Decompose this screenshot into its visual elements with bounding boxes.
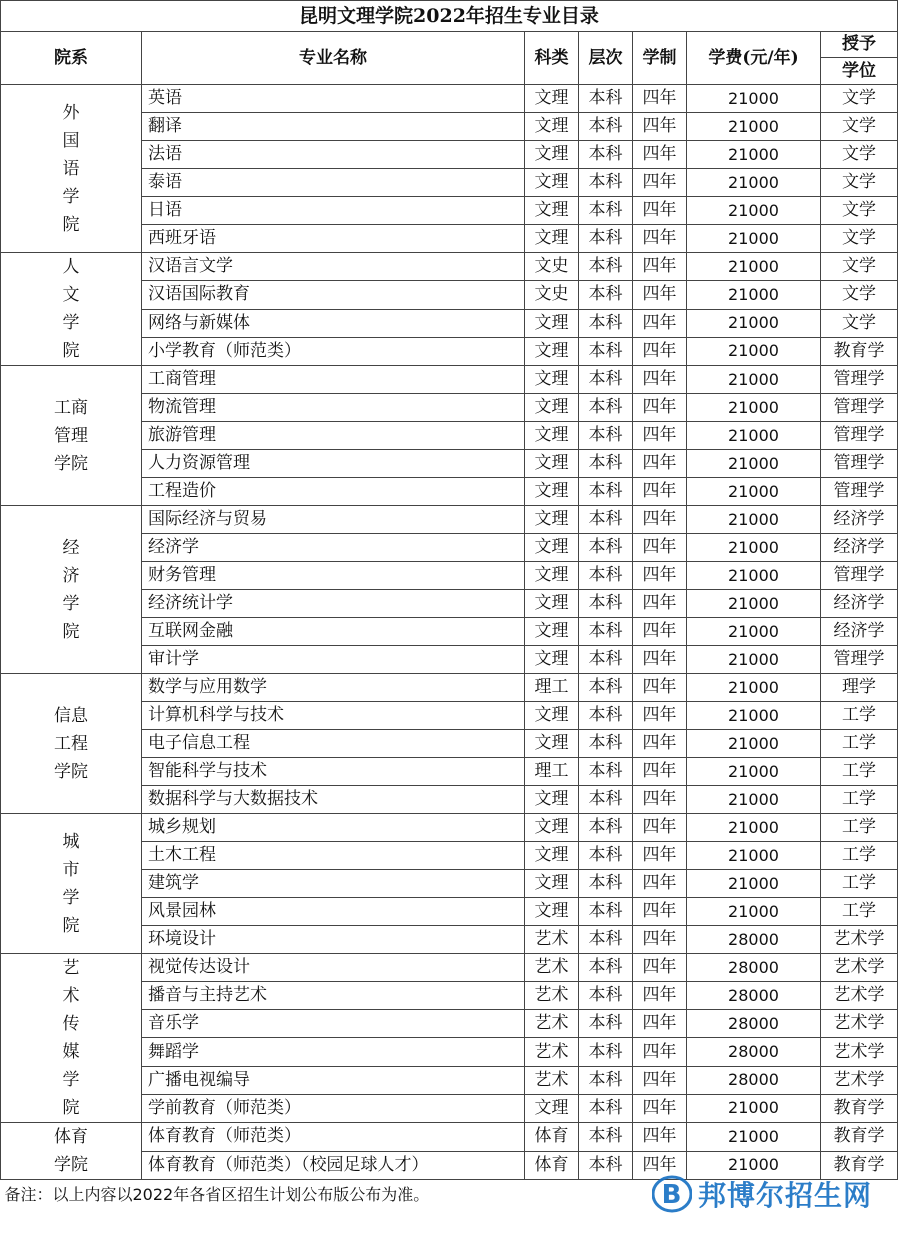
dept-name-line: 外: [62, 102, 80, 123]
major-cell: 体育教育（师范类）（校园足球人才）: [142, 1151, 525, 1180]
degree-cell: 文学: [821, 141, 898, 169]
fee-cell: 21000: [687, 870, 821, 898]
duration-cell: 四年: [633, 954, 687, 982]
category-cell: 文理: [525, 366, 579, 394]
fee-cell: 21000: [687, 814, 821, 842]
duration-cell: 四年: [633, 786, 687, 814]
major-cell: 工程造价: [142, 478, 525, 506]
fee-cell: 28000: [687, 982, 821, 1010]
header-duration: 学制: [633, 32, 687, 85]
level-cell: 本科: [579, 926, 633, 954]
category-cell: 文理: [525, 1094, 579, 1122]
major-cell: 风景园林: [142, 898, 525, 926]
major-cell: 智能科学与技术: [142, 758, 525, 786]
level-cell: 本科: [579, 702, 633, 730]
category-cell: 文理: [525, 562, 579, 590]
degree-cell: 工学: [821, 786, 898, 814]
degree-cell: 管理学: [821, 478, 898, 506]
degree-cell: 管理学: [821, 450, 898, 478]
degree-cell: 艺术学: [821, 926, 898, 954]
degree-cell: 经济学: [821, 590, 898, 618]
level-cell: 本科: [579, 590, 633, 618]
dept-name-line: 城: [62, 831, 80, 852]
category-cell: 文理: [525, 450, 579, 478]
svg-text:B: B: [661, 1180, 683, 1210]
duration-cell: 四年: [633, 814, 687, 842]
dept-name-line: 学: [62, 593, 80, 614]
dept-cell: [1, 366, 142, 506]
fee-cell: 28000: [687, 1066, 821, 1094]
category-cell: 体育: [525, 1151, 579, 1180]
degree-cell: 文学: [821, 85, 898, 113]
fee-cell: 21000: [687, 478, 821, 506]
category-cell: 文理: [525, 842, 579, 870]
duration-cell: 四年: [633, 646, 687, 674]
level-cell: 本科: [579, 1038, 633, 1066]
fee-cell: 21000: [687, 337, 821, 365]
category-cell: 理工: [525, 758, 579, 786]
level-cell: 本科: [579, 1151, 633, 1180]
dept-name-line: 院: [62, 621, 80, 642]
duration-cell: 四年: [633, 394, 687, 422]
fee-cell: 21000: [687, 702, 821, 730]
category-cell: 文理: [525, 225, 579, 253]
duration-cell: 四年: [633, 422, 687, 450]
category-cell: 文理: [525, 422, 579, 450]
category-cell: 艺术: [525, 1066, 579, 1094]
major-cell: 财务管理: [142, 562, 525, 590]
category-cell: 文理: [525, 85, 579, 113]
category-cell: 理工: [525, 674, 579, 702]
category-cell: 文理: [525, 506, 579, 534]
watermark-logo-icon: [652, 1174, 692, 1214]
major-cell: 汉语言文学: [142, 253, 525, 281]
fee-cell: 21000: [687, 113, 821, 141]
dept-name-line: 学: [62, 887, 80, 908]
major-cell: 日语: [142, 197, 525, 225]
category-cell: 文理: [525, 169, 579, 197]
major-cell: 舞蹈学: [142, 1038, 525, 1066]
duration-cell: 四年: [633, 113, 687, 141]
dept-name-line: 文: [62, 285, 80, 305]
dept-name-line: 学: [62, 313, 80, 333]
level-cell: 本科: [579, 337, 633, 365]
category-cell: 文理: [525, 870, 579, 898]
duration-cell: 四年: [633, 225, 687, 253]
level-cell: 本科: [579, 982, 633, 1010]
major-cell: 环境设计: [142, 926, 525, 954]
dept-cell: [1, 814, 142, 954]
fee-cell: 21000: [687, 898, 821, 926]
level-cell: 本科: [579, 253, 633, 281]
major-cell: 旅游管理: [142, 422, 525, 450]
degree-cell: 管理学: [821, 366, 898, 394]
degree-cell: 文学: [821, 281, 898, 309]
fee-cell: 21000: [687, 562, 821, 590]
degree-cell: 管理学: [821, 562, 898, 590]
major-cell: 汉语国际教育: [142, 281, 525, 309]
category-cell: 艺术: [525, 926, 579, 954]
dept-name-line: 学院: [54, 1155, 88, 1175]
degree-cell: 教育学: [821, 337, 898, 365]
duration-cell: 四年: [633, 702, 687, 730]
dept-name-line: 院: [62, 1098, 80, 1118]
dept-name-line: 术: [62, 986, 80, 1006]
dept-cell: [1, 253, 142, 366]
duration-cell: 四年: [633, 169, 687, 197]
degree-cell: 艺术学: [821, 1010, 898, 1038]
category-cell: 文理: [525, 702, 579, 730]
table-row: [1, 85, 898, 113]
fee-cell: 21000: [687, 225, 821, 253]
fee-cell: 21000: [687, 197, 821, 225]
major-cell: 英语: [142, 85, 525, 113]
category-cell: 文理: [525, 534, 579, 562]
category-cell: 文理: [525, 786, 579, 814]
degree-cell: 文学: [821, 253, 898, 281]
dept-name-line: 学院: [54, 453, 88, 474]
duration-cell: 四年: [633, 450, 687, 478]
major-cell: 城乡规划: [142, 814, 525, 842]
degree-cell: 经济学: [821, 506, 898, 534]
major-cell: 建筑学: [142, 870, 525, 898]
duration-cell: 四年: [633, 842, 687, 870]
watermark-text: 邦博尔招生网: [698, 1179, 873, 1212]
header-major: 专业名称: [142, 32, 525, 85]
fee-cell: 21000: [687, 618, 821, 646]
duration-cell: 四年: [633, 534, 687, 562]
fee-cell: 21000: [687, 394, 821, 422]
category-cell: 文理: [525, 898, 579, 926]
duration-cell: 四年: [633, 590, 687, 618]
dept-name-line: 工商: [54, 397, 88, 418]
header-fee: 学费(元/年): [687, 32, 821, 85]
degree-cell: 理学: [821, 674, 898, 702]
degree-cell: 工学: [821, 898, 898, 926]
category-cell: 体育: [525, 1123, 579, 1152]
degree-cell: 文学: [821, 169, 898, 197]
dept-name-line: 院: [62, 915, 80, 936]
major-cell: 工商管理: [142, 366, 525, 394]
fee-cell: 21000: [687, 590, 821, 618]
footnote: 备注：以上内容以2022年各省区招生计划公布版公布为准。: [4, 1185, 430, 1204]
duration-cell: 四年: [633, 562, 687, 590]
major-cell: 数学与应用数学: [142, 674, 525, 702]
duration-cell: 四年: [633, 1066, 687, 1094]
table-row: [1, 814, 898, 842]
fee-cell: 21000: [687, 1151, 821, 1180]
header-category: 科类: [525, 32, 579, 85]
dept-name-line: 济: [62, 565, 80, 586]
fee-cell: 21000: [687, 730, 821, 758]
degree-cell: 教育学: [821, 1151, 898, 1180]
major-cell: 播音与主持艺术: [142, 982, 525, 1010]
fee-cell: 21000: [687, 85, 821, 113]
fee-cell: 28000: [687, 926, 821, 954]
degree-cell: 经济学: [821, 534, 898, 562]
duration-cell: 四年: [633, 758, 687, 786]
major-cell: 翻译: [142, 113, 525, 141]
fee-cell: 21000: [687, 169, 821, 197]
fee-cell: 21000: [687, 786, 821, 814]
fee-cell: 21000: [687, 309, 821, 337]
level-cell: 本科: [579, 141, 633, 169]
fee-cell: 21000: [687, 1123, 821, 1152]
dept-name-line: 语: [62, 158, 80, 179]
degree-cell: 管理学: [821, 422, 898, 450]
duration-cell: 四年: [633, 506, 687, 534]
degree-cell: 工学: [821, 758, 898, 786]
major-cell: 体育教育（师范类）: [142, 1123, 525, 1152]
level-cell: 本科: [579, 1010, 633, 1038]
degree-cell: 文学: [821, 225, 898, 253]
category-cell: 文理: [525, 618, 579, 646]
fee-cell: 21000: [687, 422, 821, 450]
category-cell: 文理: [525, 337, 579, 365]
dept-name-line: 学: [62, 1070, 80, 1090]
degree-cell: 工学: [821, 814, 898, 842]
fee-cell: 21000: [687, 646, 821, 674]
level-cell: 本科: [579, 646, 633, 674]
fee-cell: 21000: [687, 281, 821, 309]
major-cell: 国际经济与贸易: [142, 506, 525, 534]
level-cell: 本科: [579, 898, 633, 926]
major-cell: 视觉传达设计: [142, 954, 525, 982]
major-cell: 小学教育（师范类）: [142, 337, 525, 365]
level-cell: 本科: [579, 169, 633, 197]
dept-name-line: 艺: [62, 958, 80, 978]
duration-cell: 四年: [633, 898, 687, 926]
duration-cell: 四年: [633, 1010, 687, 1038]
level-cell: 本科: [579, 954, 633, 982]
level-cell: 本科: [579, 618, 633, 646]
level-cell: 本科: [579, 366, 633, 394]
fee-cell: 21000: [687, 534, 821, 562]
major-cell: 广播电视编导: [142, 1066, 525, 1094]
dept-name-line: 信息: [54, 705, 88, 726]
major-cell: 经济统计学: [142, 590, 525, 618]
dept-name-line: 传: [62, 1014, 80, 1034]
category-cell: 文理: [525, 590, 579, 618]
level-cell: 本科: [579, 870, 633, 898]
table-row: [1, 506, 898, 534]
major-cell: 人力资源管理: [142, 450, 525, 478]
fee-cell: 21000: [687, 366, 821, 394]
category-cell: 文理: [525, 646, 579, 674]
dept-name-line: 管理: [54, 425, 88, 446]
level-cell: 本科: [579, 1123, 633, 1152]
dept-name-line: 市: [62, 859, 80, 880]
header-degree-line1: 授予: [821, 32, 898, 58]
header-degree-line2: 学位: [821, 58, 898, 85]
dept-name-line: 学院: [54, 761, 88, 782]
duration-cell: 四年: [633, 281, 687, 309]
dept-name-line: 工程: [54, 733, 88, 754]
level-cell: 本科: [579, 450, 633, 478]
duration-cell: 四年: [633, 982, 687, 1010]
dept-name-line: 国: [62, 130, 80, 151]
fee-cell: 28000: [687, 1010, 821, 1038]
duration-cell: 四年: [633, 1094, 687, 1122]
degree-cell: 文学: [821, 309, 898, 337]
category-cell: 文史: [525, 253, 579, 281]
degree-cell: 艺术学: [821, 1038, 898, 1066]
duration-cell: 四年: [633, 730, 687, 758]
degree-cell: 工学: [821, 730, 898, 758]
level-cell: 本科: [579, 478, 633, 506]
level-cell: 本科: [579, 506, 633, 534]
category-cell: 文理: [525, 141, 579, 169]
dept-name-line: 人: [62, 257, 80, 277]
degree-cell: 工学: [821, 842, 898, 870]
major-cell: 西班牙语: [142, 225, 525, 253]
degree-cell: 文学: [821, 113, 898, 141]
dept-cell: [1, 1123, 142, 1180]
level-cell: 本科: [579, 309, 633, 337]
level-cell: 本科: [579, 1066, 633, 1094]
major-cell: 物流管理: [142, 394, 525, 422]
dept-cell: [1, 674, 142, 814]
degree-cell: 工学: [821, 702, 898, 730]
major-cell: 审计学: [142, 646, 525, 674]
major-cell: 法语: [142, 141, 525, 169]
category-cell: 文史: [525, 281, 579, 309]
category-cell: 文理: [525, 197, 579, 225]
major-cell: 泰语: [142, 169, 525, 197]
major-cell: 经济学: [142, 534, 525, 562]
dept-name-line: 学: [62, 186, 80, 207]
major-cell: 土木工程: [142, 842, 525, 870]
table-row: [1, 253, 898, 281]
degree-cell: 管理学: [821, 394, 898, 422]
category-cell: 艺术: [525, 1038, 579, 1066]
dept-name-line: 媒: [62, 1042, 80, 1062]
category-cell: 艺术: [525, 954, 579, 982]
level-cell: 本科: [579, 197, 633, 225]
level-cell: 本科: [579, 281, 633, 309]
category-cell: 艺术: [525, 982, 579, 1010]
table-row: [1, 954, 898, 982]
category-cell: 文理: [525, 478, 579, 506]
major-cell: 电子信息工程: [142, 730, 525, 758]
duration-cell: 四年: [633, 618, 687, 646]
dept-name-line: 院: [62, 341, 80, 361]
level-cell: 本科: [579, 674, 633, 702]
fee-cell: 21000: [687, 842, 821, 870]
level-cell: 本科: [579, 758, 633, 786]
level-cell: 本科: [579, 534, 633, 562]
category-cell: 文理: [525, 113, 579, 141]
major-cell: 计算机科学与技术: [142, 702, 525, 730]
degree-cell: 经济学: [821, 618, 898, 646]
page-title: 昆明文理学院2022年招生专业目录: [1, 1, 898, 32]
fee-cell: 21000: [687, 141, 821, 169]
fee-cell: 21000: [687, 253, 821, 281]
degree-cell: 艺术学: [821, 954, 898, 982]
level-cell: 本科: [579, 394, 633, 422]
fee-cell: 21000: [687, 758, 821, 786]
dept-cell: [1, 954, 142, 1123]
category-cell: 文理: [525, 814, 579, 842]
dept-cell: [1, 85, 142, 253]
table-row: [1, 674, 898, 702]
dept-name-line: 院: [62, 214, 80, 235]
duration-cell: 四年: [633, 674, 687, 702]
category-cell: 文理: [525, 394, 579, 422]
duration-cell: 四年: [633, 1123, 687, 1152]
level-cell: 本科: [579, 842, 633, 870]
dept-name-line: 体育: [54, 1127, 88, 1147]
fee-cell: 21000: [687, 1094, 821, 1122]
degree-cell: 艺术学: [821, 1066, 898, 1094]
category-cell: 文理: [525, 730, 579, 758]
level-cell: 本科: [579, 85, 633, 113]
duration-cell: 四年: [633, 366, 687, 394]
level-cell: 本科: [579, 422, 633, 450]
header-dept: 院系: [1, 32, 142, 85]
major-cell: 学前教育（师范类）: [142, 1094, 525, 1122]
duration-cell: 四年: [633, 309, 687, 337]
duration-cell: 四年: [633, 337, 687, 365]
duration-cell: 四年: [633, 141, 687, 169]
duration-cell: 四年: [633, 870, 687, 898]
category-cell: 文理: [525, 309, 579, 337]
duration-cell: 四年: [633, 85, 687, 113]
level-cell: 本科: [579, 730, 633, 758]
fee-cell: 21000: [687, 674, 821, 702]
duration-cell: 四年: [633, 478, 687, 506]
degree-cell: 管理学: [821, 646, 898, 674]
fee-cell: 28000: [687, 954, 821, 982]
level-cell: 本科: [579, 1094, 633, 1122]
table-row: [1, 366, 898, 394]
fee-cell: 21000: [687, 450, 821, 478]
fee-cell: 28000: [687, 1038, 821, 1066]
major-cell: 网络与新媒体: [142, 309, 525, 337]
level-cell: 本科: [579, 225, 633, 253]
duration-cell: 四年: [633, 1038, 687, 1066]
degree-cell: 教育学: [821, 1123, 898, 1152]
duration-cell: 四年: [633, 197, 687, 225]
degree-cell: 文学: [821, 197, 898, 225]
table-row: [1, 1123, 898, 1152]
dept-cell: [1, 506, 142, 674]
level-cell: 本科: [579, 786, 633, 814]
major-cell: 音乐学: [142, 1010, 525, 1038]
duration-cell: 四年: [633, 253, 687, 281]
catalog-body: [1, 85, 898, 1180]
major-cell: 互联网金融: [142, 618, 525, 646]
degree-cell: 工学: [821, 870, 898, 898]
site-watermark: [652, 1172, 872, 1216]
degree-cell: 艺术学: [821, 982, 898, 1010]
fee-cell: 21000: [687, 506, 821, 534]
level-cell: 本科: [579, 562, 633, 590]
duration-cell: 四年: [633, 926, 687, 954]
dept-name-line: 经: [62, 537, 80, 558]
level-cell: 本科: [579, 814, 633, 842]
duration-cell: 四年: [633, 1151, 687, 1180]
category-cell: 艺术: [525, 1010, 579, 1038]
header-level: 层次: [579, 32, 633, 85]
major-cell: 数据科学与大数据技术: [142, 786, 525, 814]
level-cell: 本科: [579, 113, 633, 141]
degree-cell: 教育学: [821, 1094, 898, 1122]
